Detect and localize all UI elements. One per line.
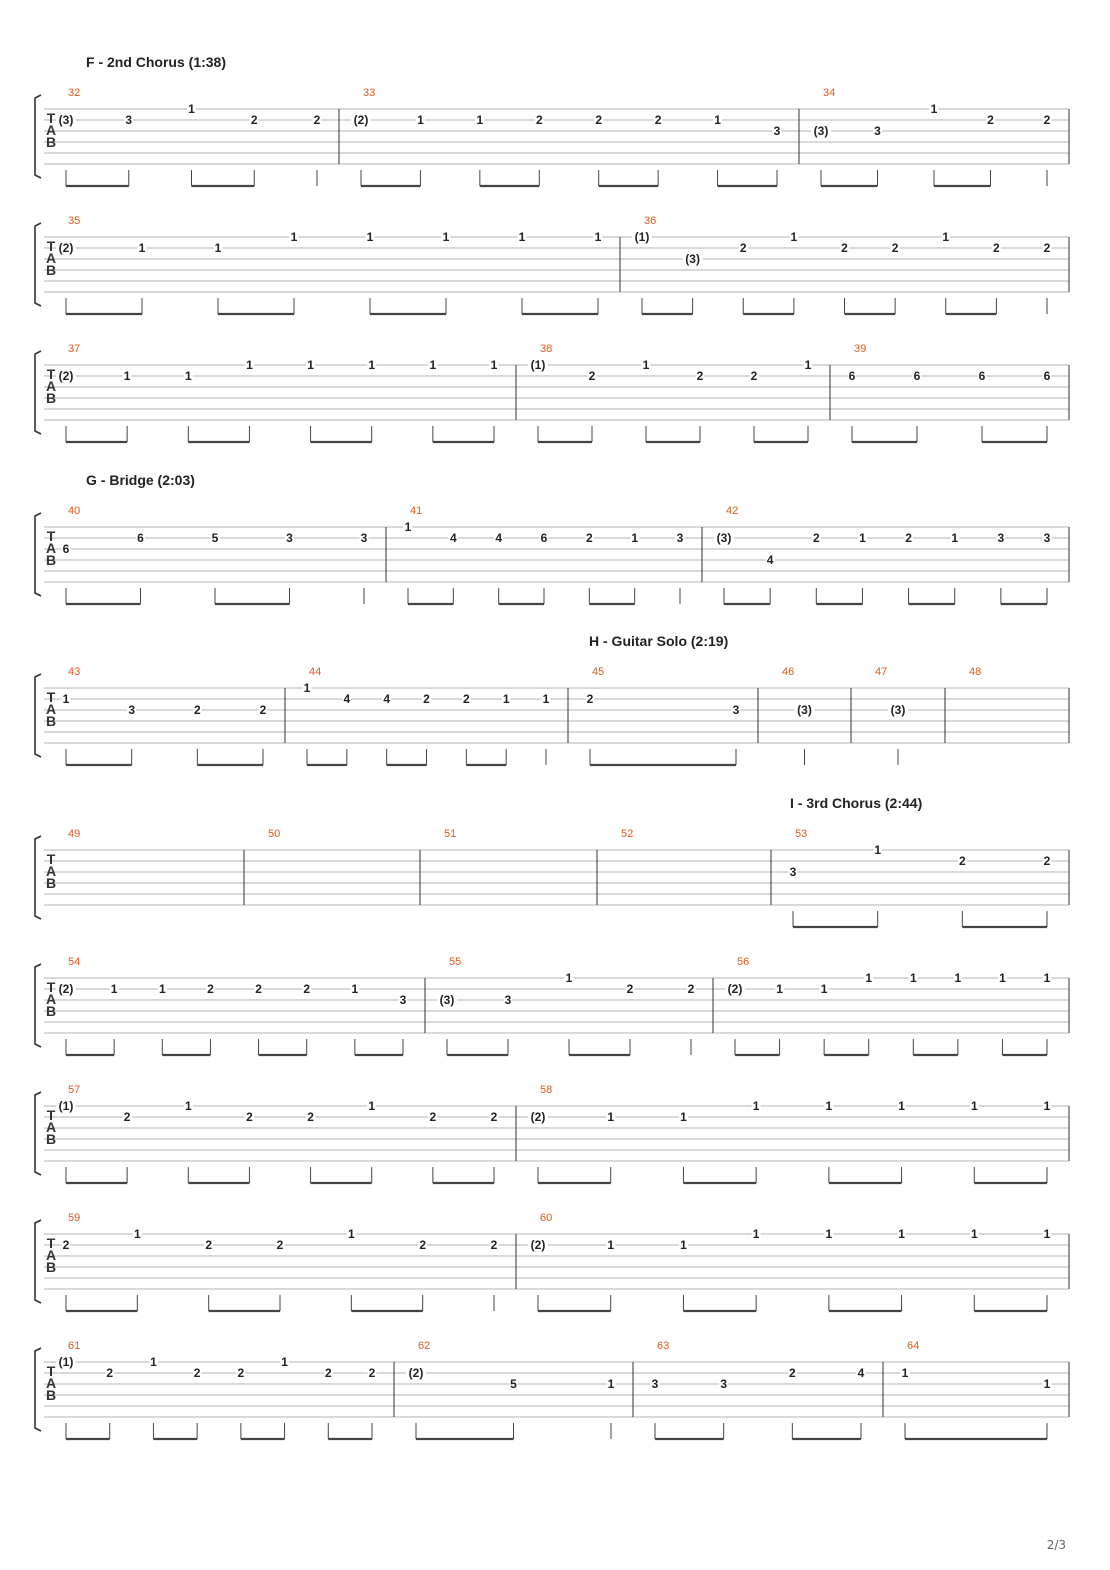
- fret-number: 1: [246, 358, 253, 372]
- fret-number: 1: [951, 531, 959, 545]
- fret-number: 2: [654, 113, 662, 127]
- fret-number: 1: [594, 230, 602, 244]
- fret-number: 1: [865, 971, 873, 985]
- fret-number: 2: [1043, 241, 1051, 255]
- fret-number: 1: [133, 1227, 141, 1241]
- fret-number: 2: [891, 241, 899, 255]
- fret-number: (1): [634, 230, 650, 244]
- fret-number: 1: [366, 230, 374, 244]
- fret-number: 1: [490, 358, 498, 372]
- fret-number: 2: [905, 531, 912, 545]
- fret-number: 3: [874, 124, 881, 138]
- fret-number: 1: [158, 982, 166, 996]
- fret-number: 1: [804, 358, 812, 372]
- fret-number: 4: [857, 1366, 865, 1380]
- fret-number: 1: [429, 358, 437, 372]
- fret-number: 3: [504, 993, 512, 1007]
- bar-number: 37: [68, 343, 81, 355]
- fret-number: 2: [595, 113, 603, 127]
- fret-number: 1: [1043, 1227, 1051, 1241]
- bar-number: 52: [621, 828, 634, 840]
- fret-number: 1: [898, 1099, 905, 1113]
- fret-number: 2: [958, 854, 966, 868]
- tab-clef-letter: B: [45, 1387, 57, 1403]
- bar-number: 38: [540, 343, 553, 355]
- fret-number: 3: [399, 993, 407, 1007]
- fret-number: 1: [642, 358, 650, 372]
- bar-number: 48: [969, 666, 982, 678]
- fret-number: (3): [890, 703, 906, 717]
- section-label-g: G - Bridge (2:03): [86, 472, 195, 488]
- tab-clef-letter: B: [45, 552, 57, 568]
- bar-number: 54: [68, 956, 81, 968]
- fret-number: 2: [841, 241, 848, 255]
- fret-number: 1: [123, 369, 131, 383]
- fret-number: 1: [442, 230, 450, 244]
- bar-number: 49: [68, 828, 81, 840]
- fret-number: 6: [540, 531, 548, 545]
- fret-number: 2: [276, 1238, 284, 1252]
- tab-clef-letter: T: [46, 689, 56, 705]
- fret-number: 2: [313, 113, 321, 127]
- fret-number: 1: [62, 692, 70, 706]
- fret-number: 2: [696, 369, 704, 383]
- fret-number: 1: [476, 113, 484, 127]
- tab-clef-letter: A: [45, 863, 57, 879]
- tab-system: [35, 828, 1069, 927]
- fret-number: 2: [246, 1110, 253, 1124]
- fret-number: 1: [368, 1099, 376, 1113]
- tab-clef-letter: A: [45, 701, 57, 717]
- fret-number: 2: [307, 1110, 314, 1124]
- bar-number: 40: [68, 505, 81, 517]
- tab-system: [35, 956, 1069, 1055]
- fret-number: 1: [714, 113, 721, 127]
- fret-number: (2): [530, 1238, 546, 1252]
- fret-number: (3): [716, 531, 732, 545]
- tab-clef-letter: A: [45, 540, 57, 556]
- tab-clef-letter: A: [45, 1247, 57, 1263]
- fret-number: (3): [685, 252, 700, 266]
- system-bracket: [35, 964, 41, 1047]
- fret-number: 1: [607, 1377, 615, 1391]
- fret-number: 2: [193, 1366, 201, 1380]
- tab-clef-letter: T: [46, 1363, 56, 1379]
- fret-number: 4: [449, 531, 457, 545]
- bar-number: 50: [268, 828, 281, 840]
- fret-number: (2): [353, 113, 369, 127]
- fret-number: 1: [954, 971, 962, 985]
- bar-number: 41: [410, 505, 423, 517]
- page-number: 2/3: [1046, 1538, 1066, 1552]
- fret-number: 3: [676, 531, 684, 545]
- tab-clef-letter: A: [45, 1119, 57, 1135]
- fret-number: 1: [909, 971, 917, 985]
- tab-clef-letter: A: [45, 250, 57, 266]
- fret-number: 1: [752, 1099, 760, 1113]
- fret-number: 2: [993, 241, 1000, 255]
- fret-number: 3: [997, 531, 1005, 545]
- fret-number: 2: [106, 1366, 114, 1380]
- fret-number: 1: [290, 230, 298, 244]
- fret-number: 2: [812, 531, 820, 545]
- fret-number: 2: [490, 1110, 498, 1124]
- fret-number: 1: [1043, 1377, 1051, 1391]
- bar-number: 61: [68, 1340, 81, 1352]
- tab-clef-letter: T: [46, 238, 56, 254]
- bar-number: 63: [657, 1340, 670, 1352]
- tab-clef-letter: T: [46, 528, 56, 544]
- tab-clef-letter: B: [45, 390, 57, 406]
- fret-number: 6: [848, 369, 856, 383]
- system-bracket: [35, 1092, 41, 1175]
- fret-number: 1: [542, 692, 550, 706]
- fret-number: 1: [901, 1366, 909, 1380]
- fret-number: 2: [750, 369, 758, 383]
- bar-number: 55: [449, 956, 462, 968]
- fret-number: 1: [680, 1238, 687, 1252]
- tab-clef-letter: T: [46, 366, 56, 382]
- fret-number: 1: [776, 982, 783, 996]
- fret-number: 1: [859, 531, 866, 545]
- fret-number: 2: [788, 1366, 796, 1380]
- fret-number: 1: [942, 230, 950, 244]
- tab-system: [35, 1212, 1069, 1311]
- system-bracket: [35, 1220, 41, 1303]
- bar-number: 59: [68, 1212, 81, 1224]
- bar-number: 51: [444, 828, 457, 840]
- fret-number: 2: [205, 1238, 213, 1252]
- fret-number: 2: [255, 982, 262, 996]
- fret-number: 1: [1043, 1099, 1051, 1113]
- tab-clef-letter: A: [45, 991, 57, 1007]
- fret-number: 1: [874, 843, 882, 857]
- system-bracket: [35, 223, 41, 306]
- fret-number: 1: [518, 230, 526, 244]
- fret-number: (1): [58, 1355, 74, 1369]
- fret-number: (2): [530, 1110, 546, 1124]
- fret-number: 1: [631, 531, 639, 545]
- fret-number: 2: [423, 692, 430, 706]
- fret-number: 3: [1043, 531, 1051, 545]
- fret-number: 2: [535, 113, 543, 127]
- fret-number: 3: [732, 703, 740, 717]
- fret-number: (3): [813, 124, 829, 138]
- fret-number: 1: [820, 982, 828, 996]
- fret-number: (1): [58, 1099, 74, 1113]
- bar-number: 62: [418, 1340, 431, 1352]
- fret-number: (2): [408, 1366, 424, 1380]
- bar-number: 34: [823, 87, 836, 99]
- fret-number: 1: [188, 102, 195, 116]
- fret-number: 1: [303, 681, 311, 695]
- section-label-h: H - Guitar Solo (2:19): [589, 633, 729, 649]
- fret-number: 1: [1043, 971, 1051, 985]
- fret-number: 1: [970, 1099, 978, 1113]
- fret-number: 1: [281, 1355, 288, 1369]
- bar-number: 32: [68, 87, 81, 99]
- fret-number: 2: [739, 241, 747, 255]
- tab-clef-letter: B: [45, 1259, 57, 1275]
- fret-number: 2: [259, 703, 267, 717]
- tab-clef-letter: T: [46, 851, 56, 867]
- tab-clef-letter: T: [46, 110, 56, 126]
- fret-number: 1: [825, 1227, 833, 1241]
- fret-number: 4: [343, 692, 351, 706]
- tab-system: [35, 215, 1069, 314]
- fret-number: 1: [307, 358, 314, 372]
- bar-number: 53: [795, 828, 808, 840]
- bar-number: 57: [68, 1084, 81, 1096]
- fret-number: 2: [626, 982, 634, 996]
- fret-number: 1: [138, 241, 146, 255]
- bar-number: 46: [782, 666, 795, 678]
- fret-number: 1: [347, 1227, 355, 1241]
- fret-number: 1: [404, 520, 412, 534]
- system-bracket: [35, 351, 41, 434]
- fret-number: 3: [789, 865, 797, 879]
- fret-number: (3): [58, 113, 74, 127]
- fret-number: 3: [720, 1377, 728, 1391]
- fret-number: 1: [999, 971, 1006, 985]
- system-bracket: [35, 95, 41, 178]
- tab-clef-letter: T: [46, 1235, 56, 1251]
- fret-number: (2): [58, 369, 74, 383]
- fret-number: 2: [687, 982, 695, 996]
- fret-number: 1: [184, 1099, 192, 1113]
- fret-number: 2: [419, 1238, 427, 1252]
- fret-number: 1: [607, 1238, 615, 1252]
- fret-number: 6: [137, 531, 144, 545]
- bar-number: 42: [726, 505, 739, 517]
- fret-number: (2): [58, 982, 74, 996]
- fret-number: 2: [123, 1110, 131, 1124]
- fret-number: 1: [607, 1110, 615, 1124]
- tab-clef-letter: A: [45, 1375, 57, 1391]
- fret-number: 2: [1043, 854, 1051, 868]
- fret-number: 2: [207, 982, 214, 996]
- fret-number: 2: [237, 1366, 245, 1380]
- bar-number: 45: [592, 666, 605, 678]
- system-bracket: [35, 674, 41, 757]
- tab-clef-letter: A: [45, 378, 57, 394]
- bar-number: 44: [309, 666, 322, 678]
- tab-clef-letter: T: [46, 1107, 56, 1123]
- fret-number: 1: [184, 369, 192, 383]
- fret-number: (2): [727, 982, 743, 996]
- section-label-i: I - 3rd Chorus (2:44): [790, 795, 923, 811]
- tab-system: [35, 1084, 1069, 1183]
- fret-number: (1): [530, 358, 546, 372]
- fret-number: 2: [250, 113, 258, 127]
- bar-number: 47: [875, 666, 888, 678]
- bar-number: 43: [68, 666, 81, 678]
- fret-number: 2: [368, 1366, 376, 1380]
- fret-number: 1: [214, 241, 222, 255]
- tab-clef-letter: B: [45, 1003, 57, 1019]
- fret-number: 2: [586, 692, 594, 706]
- fret-number: (2): [58, 241, 74, 255]
- fret-number: 4: [766, 553, 774, 567]
- fret-number: 2: [987, 113, 994, 127]
- tab-clef-letter: B: [45, 1131, 57, 1147]
- fret-number: 2: [303, 982, 311, 996]
- fret-number: 5: [211, 531, 219, 545]
- fret-number: 6: [913, 369, 921, 383]
- tab-clef-letter: A: [45, 122, 57, 138]
- tab-clef-letter: B: [45, 134, 57, 150]
- tab-system: [35, 343, 1069, 442]
- bar-number: 39: [854, 343, 867, 355]
- fret-number: 6: [62, 542, 70, 556]
- fret-number: 1: [680, 1110, 687, 1124]
- bar-number: 60: [540, 1212, 553, 1224]
- fret-number: 2: [1043, 113, 1051, 127]
- fret-number: 6: [1043, 369, 1051, 383]
- fret-number: 1: [351, 982, 359, 996]
- fret-number: 4: [383, 692, 391, 706]
- tab-system: [35, 505, 1069, 604]
- fret-number: 2: [62, 1238, 70, 1252]
- fret-number: 1: [790, 230, 798, 244]
- fret-number: 2: [429, 1110, 437, 1124]
- fret-number: 1: [368, 358, 376, 372]
- fret-number: 2: [588, 369, 596, 383]
- system-bracket: [35, 836, 41, 919]
- bar-number: 35: [68, 215, 81, 227]
- fret-number: 3: [125, 113, 133, 127]
- fret-number: 2: [490, 1238, 498, 1252]
- fret-number: 3: [651, 1377, 659, 1391]
- bar-number: 56: [737, 956, 750, 968]
- fret-number: 1: [970, 1227, 978, 1241]
- fret-number: 1: [502, 692, 510, 706]
- system-bracket: [35, 513, 41, 596]
- fret-number: 1: [150, 1355, 157, 1369]
- tab-clef-letter: B: [45, 713, 57, 729]
- fret-number: 3: [360, 531, 368, 545]
- fret-number: 1: [110, 982, 118, 996]
- section-label-f: F - 2nd Chorus (1:38): [86, 54, 227, 70]
- fret-number: 2: [193, 703, 201, 717]
- bar-number: 58: [540, 1084, 553, 1096]
- fret-number: 3: [773, 124, 781, 138]
- tab-clef-letter: T: [46, 979, 56, 995]
- tab-system: [35, 1340, 1069, 1439]
- fret-number: 2: [462, 692, 470, 706]
- bar-number: 64: [907, 1340, 920, 1352]
- bar-number: 36: [644, 215, 657, 227]
- fret-number: 1: [417, 113, 424, 127]
- fret-number: 6: [978, 369, 986, 383]
- fret-number: (3): [797, 703, 812, 717]
- fret-number: 4: [495, 531, 503, 545]
- tab-clef-letter: B: [45, 875, 57, 891]
- fret-number: 2: [324, 1366, 332, 1380]
- fret-number: 5: [510, 1377, 517, 1391]
- fret-number: 3: [128, 703, 136, 717]
- system-bracket: [35, 1348, 41, 1431]
- bar-number: 33: [363, 87, 376, 99]
- fret-number: 1: [752, 1227, 760, 1241]
- fret-number: 3: [286, 531, 293, 545]
- tab-system: [35, 87, 1069, 186]
- fret-number: 1: [898, 1227, 905, 1241]
- fret-number: 1: [565, 971, 573, 985]
- fret-number: 1: [825, 1099, 833, 1113]
- tab-clef-letter: B: [45, 262, 57, 278]
- tab-system: [35, 666, 1069, 765]
- fret-number: (3): [439, 993, 455, 1007]
- fret-number: 2: [585, 531, 593, 545]
- fret-number: 1: [930, 102, 938, 116]
